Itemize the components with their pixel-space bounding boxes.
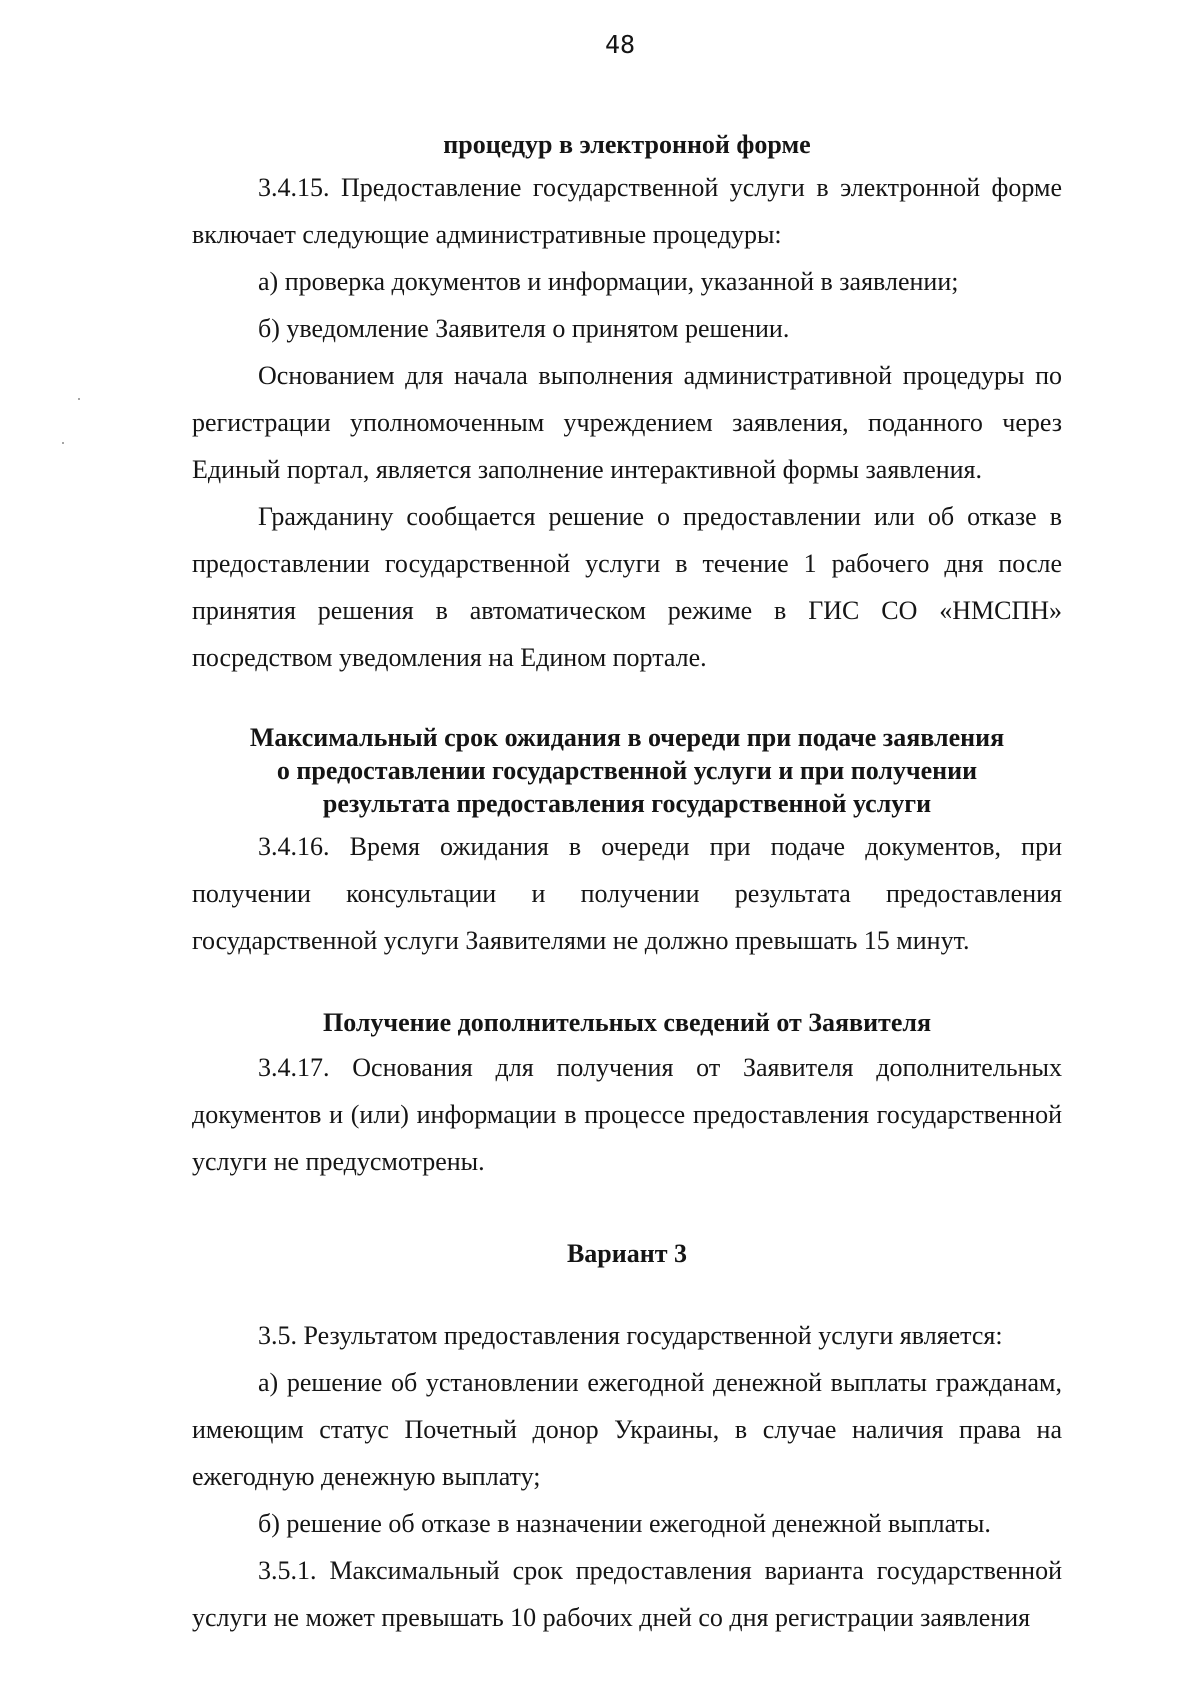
paragraph-3-5-1: 3.5.1. Максимальный срок предоставления варианта государственной услуги не может превышать 10 рабочих дней со дня регистрации заявления: [192, 1556, 1062, 1632]
section-heading-additional-info: Получение дополнительных сведений от Заявителя: [322, 1008, 932, 1037]
heading-line: Максимальный срок ожидания в очереди при подаче заявления: [249, 723, 1005, 752]
scan-artifact-dot: [62, 442, 64, 444]
section-heading-variant-3: Вариант 3: [566, 1239, 688, 1268]
list-item-a-check-documents: а) проверка документов и информации, указанной в заявлении;: [258, 267, 959, 296]
paragraph-citizen-notification: Гражданину сообщается решение о предоставлении или об отказе в предоставлении государственной услуги в течение 1 рабочего дня после принятия решения в автоматическом режиме в ГИС СО «НМСПН» посредством уведомления на Едином портале.: [192, 502, 1062, 672]
paragraph-3-4-16: 3.4.16. Время ожидания в очереди при подаче документов, при получении консультации и получении результата предоставления государственной услуги Заявителями не должно превышать 15 минут.: [192, 832, 1062, 955]
paragraph-basis-for-registration: Основанием для начала выполнения административной процедуры по регистрации уполномоченным учреждением заявления, поданного через Единый портал, является заполнение интерактивной формы заявления.: [192, 361, 1062, 484]
paragraph-3-4-15: 3.4.15. Предоставление государственной услуги в электронной форме включает следующие административные процедуры:: [192, 173, 1062, 249]
heading-line: о предоставлении государственной услуги и при получении: [276, 756, 978, 785]
list-item-b-notify-applicant: б) уведомление Заявителя о принятом решении.: [258, 314, 790, 343]
section-heading-electronic-procedures: процедур в электронной форме: [443, 130, 811, 159]
section-heading-queue-waiting: [192, 721, 1062, 820]
heading-line: результата предоставления государственной услуги: [322, 789, 932, 818]
scan-artifact-dot: [78, 398, 80, 400]
paragraph-3-5: 3.5. Результатом предоставления государственной услуги является:: [258, 1321, 1003, 1350]
page-number: 48: [604, 30, 636, 59]
paragraph-3-4-17: 3.4.17. Основания для получения от Заявителя дополнительных документов и (или) информации в процессе предоставления государственной услуги не предусмотрены.: [192, 1053, 1062, 1176]
list-item-a-annual-payment-decision: а) решение об установлении ежегодной денежной выплаты гражданам, имеющим статус Почетный донор Украины, в случае наличия права на ежегодную денежную выплату;: [192, 1368, 1062, 1491]
document-body: [192, 128, 1062, 1641]
list-item-b-refusal-decision: б) решение об отказе в назначении ежегодной денежной выплаты.: [258, 1509, 991, 1538]
